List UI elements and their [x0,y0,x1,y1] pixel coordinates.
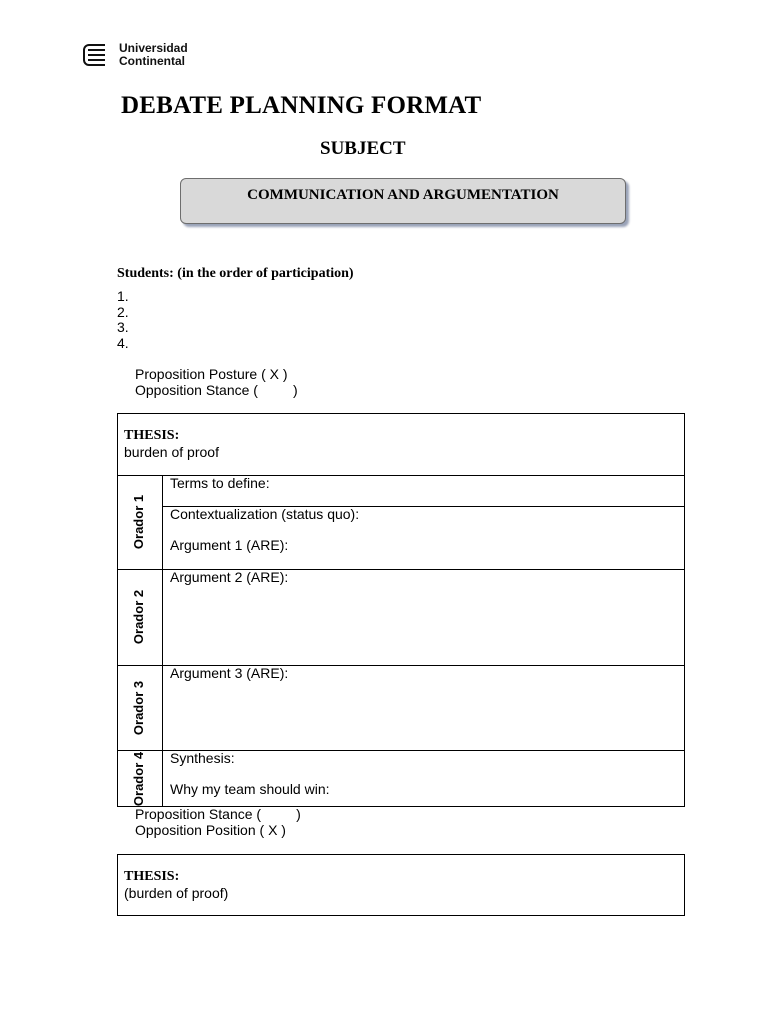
stance-block-2 [135,806,301,838]
planning-table [117,413,685,807]
proposition-stance: Proposition Stance ( ) [135,806,301,822]
logo-mark-icon [83,44,113,66]
orador-4-label: Orador 4 [131,751,146,807]
column-divider [162,475,163,807]
thesis-table-2 [117,854,685,916]
subject-heading: SUBJECT [320,138,406,159]
student-number-1: 1. [117,288,129,304]
thesis-subtitle-2: (burden of proof) [124,885,229,901]
thesis-title-2: THESIS: [124,869,180,884]
orador-2-label: Orador 2 [131,589,146,645]
orador-3-label: Orador 3 [131,680,146,736]
subject-box [180,178,626,224]
students-number-list [117,289,129,351]
why-team-should-win: Why my team should win: [170,781,330,797]
subject-name: COMMUNICATION AND ARGUMENTATION [247,187,559,203]
logo-line-1: Universidad [119,41,188,55]
proposition-posture: Proposition Posture ( X ) [135,366,288,382]
page-title: DEBATE PLANNING FORMAT [121,92,482,119]
thesis-cell [124,428,219,460]
student-number-2: 2. [117,303,129,320]
opposition-position: Opposition Position ( X ) [135,822,286,838]
thesis-subtitle: burden of proof [124,444,219,460]
logo-line-2: Continental [119,54,185,68]
student-number-3: 3. [117,319,129,335]
thesis-cell-2 [124,869,228,901]
students-label: Students: (in the order of participation) [117,266,354,281]
terms-to-define: Terms to define: [170,475,270,491]
student-number-4: 4. [117,334,129,351]
orador-1-label: Orador 1 [131,494,146,550]
synthesis: Synthesis: [170,750,235,766]
argument-2: Argument 2 (ARE): [170,569,289,585]
university-logo [83,42,203,70]
argument-1: Argument 1 (ARE): [170,537,289,553]
logo-text [119,42,188,68]
opposition-stance: Opposition Stance ( ) [135,382,298,398]
thesis-title: THESIS: [124,428,180,443]
contextualization: Contextualization (status quo): [170,506,360,522]
argument-3: Argument 3 (ARE): [170,665,289,681]
stance-block-1 [135,366,298,398]
